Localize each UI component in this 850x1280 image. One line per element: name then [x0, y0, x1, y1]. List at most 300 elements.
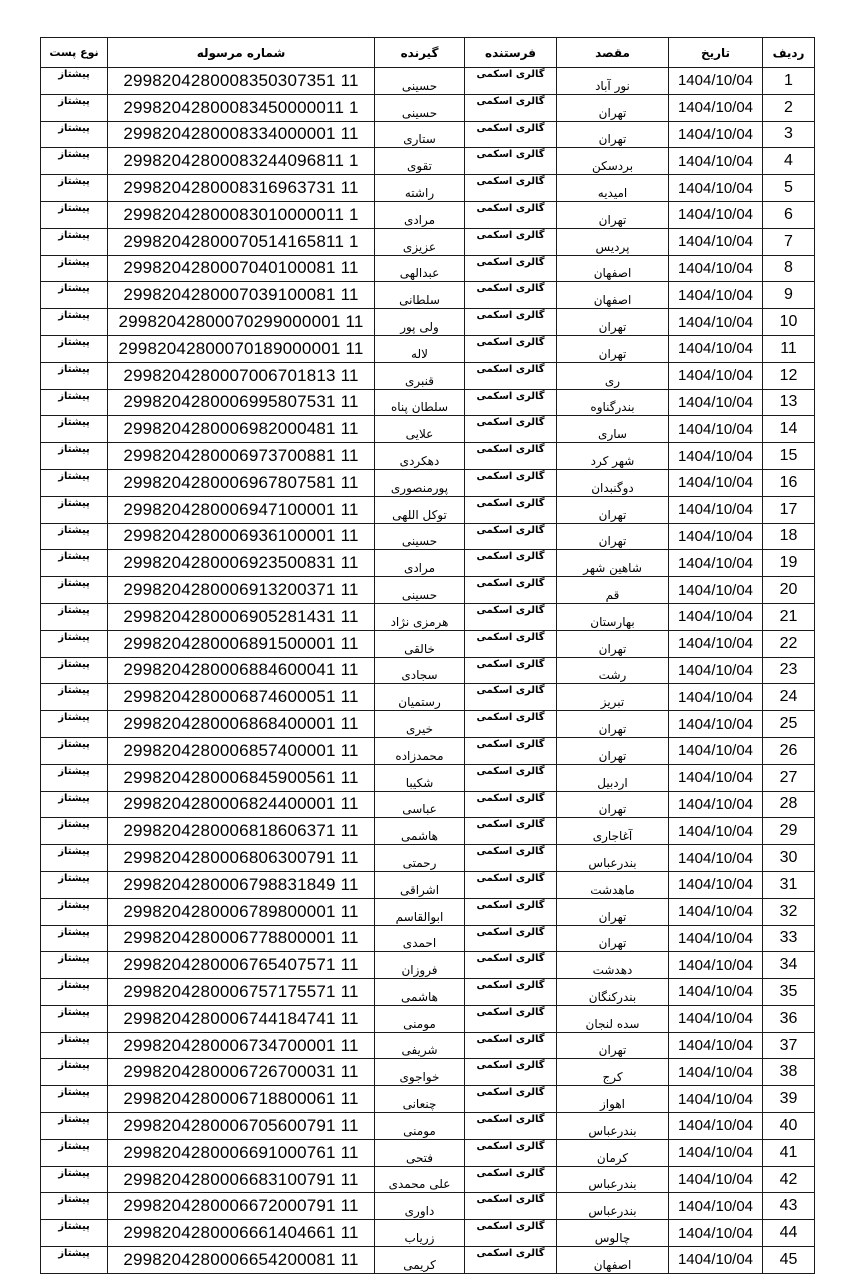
sender-cell: گالری اسکمی — [465, 1059, 557, 1086]
tracking-number-cell: 29982042800070299000001 11 — [108, 309, 375, 336]
table-row — [41, 791, 815, 818]
sender-cell: گالری اسکمی — [465, 603, 557, 630]
destination-cell: تبریز — [557, 684, 669, 711]
tracking-number-cell: 29982042800070514165811 1 — [108, 228, 375, 255]
destination-cell: شاهین شهر — [557, 550, 669, 577]
table-row — [41, 952, 815, 979]
date-cell: 1404/10/04 — [669, 228, 763, 255]
table-row — [41, 523, 815, 550]
post-type-cell: پیشتاز — [41, 228, 108, 255]
tracking-number-cell: 29982042800083450000011 1 — [108, 94, 375, 121]
post-type-cell: پیشتاز — [41, 577, 108, 604]
date-cell: 1404/10/04 — [669, 282, 763, 309]
row-number-cell: 5 — [763, 175, 815, 202]
tracking-number-cell: 2998204280006995807531 11 — [108, 389, 375, 416]
receiver-cell: شریفی — [375, 1032, 465, 1059]
date-cell: 1404/10/04 — [669, 952, 763, 979]
sender-cell: گالری اسکمی — [465, 1032, 557, 1059]
receiver-cell: توکل اللهی — [375, 496, 465, 523]
tracking-number-cell: 2998204280006765407571 11 — [108, 952, 375, 979]
destination-cell: رشت — [557, 657, 669, 684]
receiver-cell: مرادی — [375, 550, 465, 577]
receiver-cell: خالقی — [375, 630, 465, 657]
table-row — [41, 711, 815, 738]
sender-cell: گالری اسکمی — [465, 1005, 557, 1032]
destination-cell: بردسکن — [557, 148, 669, 175]
receiver-cell: خواجوی — [375, 1059, 465, 1086]
table-row — [41, 603, 815, 630]
row-number-cell: 10 — [763, 309, 815, 336]
tracking-number-cell: 2998204280006744184741 11 — [108, 1005, 375, 1032]
date-cell: 1404/10/04 — [669, 1059, 763, 1086]
date-cell: 1404/10/04 — [669, 148, 763, 175]
row-number-cell: 25 — [763, 711, 815, 738]
receiver-cell: عزیزی — [375, 228, 465, 255]
post-type-cell: پیشتاز — [41, 309, 108, 336]
receiver-cell: دهکردی — [375, 443, 465, 470]
row-number-cell: 43 — [763, 1193, 815, 1220]
table-row — [41, 68, 815, 95]
table-row — [41, 1086, 815, 1113]
date-cell: 1404/10/04 — [669, 68, 763, 95]
shipment-sheet — [40, 37, 814, 1274]
row-number-cell: 14 — [763, 416, 815, 443]
destination-cell: تهران — [557, 791, 669, 818]
sender-cell: گالری اسکمی — [465, 979, 557, 1006]
tracking-number-cell: 2998204280008334000001 11 — [108, 121, 375, 148]
destination-cell: اصفهان — [557, 1247, 669, 1274]
date-cell: 1404/10/04 — [669, 1220, 763, 1247]
row-number-cell: 17 — [763, 496, 815, 523]
tracking-number-cell: 2998204280006789800001 11 — [108, 898, 375, 925]
row-number-cell: 23 — [763, 657, 815, 684]
table-row — [41, 309, 815, 336]
shipment-table — [40, 37, 815, 1274]
receiver-cell: ولی پور — [375, 309, 465, 336]
destination-cell: بندرعباس — [557, 1113, 669, 1140]
table-row — [41, 1059, 815, 1086]
sender-cell: گالری اسکمی — [465, 657, 557, 684]
row-number-cell: 32 — [763, 898, 815, 925]
sender-cell: گالری اسکمی — [465, 282, 557, 309]
date-cell: 1404/10/04 — [669, 737, 763, 764]
table-row — [41, 979, 815, 1006]
tracking-number-cell: 29982042800070189000001 11 — [108, 335, 375, 362]
post-type-cell: پیشتاز — [41, 818, 108, 845]
destination-cell: تهران — [557, 711, 669, 738]
sender-cell: گالری اسکمی — [465, 228, 557, 255]
receiver-cell: هاشمی — [375, 818, 465, 845]
destination-cell: اصفهان — [557, 255, 669, 282]
destination-cell: تهران — [557, 309, 669, 336]
post-type-cell: پیشتاز — [41, 1032, 108, 1059]
tracking-number-cell: 2998204280006726700031 11 — [108, 1059, 375, 1086]
date-cell: 1404/10/04 — [669, 335, 763, 362]
post-type-cell: پیشتاز — [41, 737, 108, 764]
tracking-number-cell: 2998204280007006701813 11 — [108, 362, 375, 389]
destination-cell: کرمان — [557, 1139, 669, 1166]
date-cell: 1404/10/04 — [669, 94, 763, 121]
receiver-cell: مرادی — [375, 201, 465, 228]
tracking-number-cell: 2998204280006947100001 11 — [108, 496, 375, 523]
post-type-cell: پیشتاز — [41, 1247, 108, 1274]
sender-cell: گالری اسکمی — [465, 791, 557, 818]
date-cell: 1404/10/04 — [669, 818, 763, 845]
date-cell: 1404/10/04 — [669, 925, 763, 952]
row-number-cell: 2 — [763, 94, 815, 121]
receiver-cell: رستمیان — [375, 684, 465, 711]
post-type-cell: پیشتاز — [41, 925, 108, 952]
table-row — [41, 925, 815, 952]
tracking-number-cell: 2998204280006661404661 11 — [108, 1220, 375, 1247]
post-type-cell: پیشتاز — [41, 1220, 108, 1247]
table-row — [41, 845, 815, 872]
row-number-cell: 12 — [763, 362, 815, 389]
table-row — [41, 201, 815, 228]
destination-cell: کرج — [557, 1059, 669, 1086]
sender-cell: گالری اسکمی — [465, 1193, 557, 1220]
tracking-number-cell: 2998204280006845900561 11 — [108, 764, 375, 791]
row-number-cell: 26 — [763, 737, 815, 764]
table-row — [41, 416, 815, 443]
row-number-cell: 28 — [763, 791, 815, 818]
date-cell: 1404/10/04 — [669, 711, 763, 738]
receiver-cell: قنبری — [375, 362, 465, 389]
table-row — [41, 898, 815, 925]
tracking-number-cell: 2998204280006798831849 11 — [108, 871, 375, 898]
destination-cell: تهران — [557, 94, 669, 121]
sender-cell: گالری اسکمی — [465, 469, 557, 496]
sender-cell: گالری اسکمی — [465, 416, 557, 443]
destination-cell: تهران — [557, 898, 669, 925]
date-cell: 1404/10/04 — [669, 1193, 763, 1220]
sender-cell: گالری اسکمی — [465, 523, 557, 550]
tracking-number-cell: 2998204280006705600791 11 — [108, 1113, 375, 1140]
table-row — [41, 1166, 815, 1193]
date-cell: 1404/10/04 — [669, 845, 763, 872]
row-number-cell: 27 — [763, 764, 815, 791]
post-type-cell: پیشتاز — [41, 68, 108, 95]
date-cell: 1404/10/04 — [669, 684, 763, 711]
receiver-cell: چنعانی — [375, 1086, 465, 1113]
sender-cell: گالری اسکمی — [465, 443, 557, 470]
row-number-cell: 44 — [763, 1220, 815, 1247]
post-type-cell: پیشتاز — [41, 416, 108, 443]
sender-cell: گالری اسکمی — [465, 577, 557, 604]
table-row — [41, 228, 815, 255]
table-row — [41, 657, 815, 684]
row-number-cell: 36 — [763, 1005, 815, 1032]
receiver-cell: هاشمی — [375, 979, 465, 1006]
post-type-cell: پیشتاز — [41, 1193, 108, 1220]
row-number-cell: 18 — [763, 523, 815, 550]
destination-cell: امیدیه — [557, 175, 669, 202]
row-number-cell: 13 — [763, 389, 815, 416]
post-type-cell: پیشتاز — [41, 684, 108, 711]
post-type-cell: پیشتاز — [41, 175, 108, 202]
post-type-cell: پیشتاز — [41, 871, 108, 898]
row-number-cell: 33 — [763, 925, 815, 952]
header-receiver: گیرنده — [375, 38, 465, 68]
post-type-cell: پیشتاز — [41, 443, 108, 470]
sender-cell: گالری اسکمی — [465, 1166, 557, 1193]
post-type-cell: پیشتاز — [41, 952, 108, 979]
receiver-cell: لاله — [375, 335, 465, 362]
tracking-number-cell: 2998204280006757175571 11 — [108, 979, 375, 1006]
post-type-cell: پیشتاز — [41, 1113, 108, 1140]
sender-cell: گالری اسکمی — [465, 764, 557, 791]
tracking-number-cell: 2998204280006913200371 11 — [108, 577, 375, 604]
post-type-cell: پیشتاز — [41, 657, 108, 684]
table-row — [41, 550, 815, 577]
receiver-cell: مومنی — [375, 1005, 465, 1032]
table-row — [41, 469, 815, 496]
date-cell: 1404/10/04 — [669, 1113, 763, 1140]
row-number-cell: 20 — [763, 577, 815, 604]
tracking-number-cell: 2998204280006683100791 11 — [108, 1166, 375, 1193]
tracking-number-cell: 2998204280008316963731 11 — [108, 175, 375, 202]
post-type-cell: پیشتاز — [41, 335, 108, 362]
row-number-cell: 40 — [763, 1113, 815, 1140]
sender-cell: گالری اسکمی — [465, 309, 557, 336]
receiver-cell: هرمزی نژاد — [375, 603, 465, 630]
date-cell: 1404/10/04 — [669, 121, 763, 148]
sender-cell: گالری اسکمی — [465, 1113, 557, 1140]
date-cell: 1404/10/04 — [669, 201, 763, 228]
row-number-cell: 19 — [763, 550, 815, 577]
tracking-number-cell: 2998204280006806300791 11 — [108, 845, 375, 872]
sender-cell: گالری اسکمی — [465, 1139, 557, 1166]
table-row — [41, 764, 815, 791]
row-number-cell: 7 — [763, 228, 815, 255]
post-type-cell: پیشتاز — [41, 898, 108, 925]
sender-cell: گالری اسکمی — [465, 711, 557, 738]
sender-cell: گالری اسکمی — [465, 94, 557, 121]
post-type-cell: پیشتاز — [41, 791, 108, 818]
tracking-number-cell: 2998204280006654200081 11 — [108, 1247, 375, 1274]
date-cell: 1404/10/04 — [669, 657, 763, 684]
post-type-cell: پیشتاز — [41, 1005, 108, 1032]
destination-cell: بندرعباس — [557, 845, 669, 872]
row-number-cell: 15 — [763, 443, 815, 470]
table-row — [41, 389, 815, 416]
receiver-cell: ستاری — [375, 121, 465, 148]
tracking-number-cell: 2998204280006982000481 11 — [108, 416, 375, 443]
receiver-cell: عبدالهی — [375, 255, 465, 282]
table-row — [41, 335, 815, 362]
destination-cell: سده لنجان — [557, 1005, 669, 1032]
date-cell: 1404/10/04 — [669, 791, 763, 818]
receiver-cell: علایی — [375, 416, 465, 443]
date-cell: 1404/10/04 — [669, 764, 763, 791]
row-number-cell: 35 — [763, 979, 815, 1006]
destination-cell: شهر کرد — [557, 443, 669, 470]
receiver-cell: پورمنصوری — [375, 469, 465, 496]
sender-cell: گالری اسکمی — [465, 898, 557, 925]
tracking-number-cell: 2998204280006857400001 11 — [108, 737, 375, 764]
row-number-cell: 34 — [763, 952, 815, 979]
post-type-cell: پیشتاز — [41, 764, 108, 791]
table-row — [41, 94, 815, 121]
row-number-cell: 30 — [763, 845, 815, 872]
sender-cell: گالری اسکمی — [465, 845, 557, 872]
table-row — [41, 577, 815, 604]
post-type-cell: پیشتاز — [41, 148, 108, 175]
row-number-cell: 22 — [763, 630, 815, 657]
sender-cell: گالری اسکمی — [465, 550, 557, 577]
post-type-cell: پیشتاز — [41, 94, 108, 121]
sender-cell: گالری اسکمی — [465, 925, 557, 952]
tracking-number-cell: 2998204280006874600051 11 — [108, 684, 375, 711]
sender-cell: گالری اسکمی — [465, 68, 557, 95]
post-type-cell: پیشتاز — [41, 845, 108, 872]
receiver-cell: راشته — [375, 175, 465, 202]
date-cell: 1404/10/04 — [669, 496, 763, 523]
receiver-cell: عباسی — [375, 791, 465, 818]
date-cell: 1404/10/04 — [669, 362, 763, 389]
row-number-cell: 1 — [763, 68, 815, 95]
row-number-cell: 45 — [763, 1247, 815, 1274]
destination-cell: نور آباد — [557, 68, 669, 95]
post-type-cell: پیشتاز — [41, 1166, 108, 1193]
receiver-cell: احمدی — [375, 925, 465, 952]
table-row — [41, 1247, 815, 1274]
header-sender: فرستنده — [465, 38, 557, 68]
post-type-cell: پیشتاز — [41, 1059, 108, 1086]
sender-cell: گالری اسکمی — [465, 175, 557, 202]
post-type-cell: پیشتاز — [41, 1139, 108, 1166]
destination-cell: تهران — [557, 496, 669, 523]
destination-cell: چالوس — [557, 1220, 669, 1247]
sender-cell: گالری اسکمی — [465, 389, 557, 416]
row-number-cell: 41 — [763, 1139, 815, 1166]
post-type-cell: پیشتاز — [41, 1086, 108, 1113]
sender-cell: گالری اسکمی — [465, 362, 557, 389]
table-row — [41, 1220, 815, 1247]
post-type-cell: پیشتاز — [41, 711, 108, 738]
destination-cell: آغاجاری — [557, 818, 669, 845]
tracking-number-cell: 2998204280008350307351 11 — [108, 68, 375, 95]
sender-cell: گالری اسکمی — [465, 335, 557, 362]
post-type-cell: پیشتاز — [41, 630, 108, 657]
destination-cell: بندرکنگان — [557, 979, 669, 1006]
date-cell: 1404/10/04 — [669, 630, 763, 657]
receiver-cell: زریاب — [375, 1220, 465, 1247]
post-type-cell: پیشتاز — [41, 121, 108, 148]
destination-cell: اهواز — [557, 1086, 669, 1113]
destination-cell: تهران — [557, 335, 669, 362]
post-type-cell: پیشتاز — [41, 979, 108, 1006]
post-type-cell: پیشتاز — [41, 496, 108, 523]
receiver-cell: ابوالقاسم — [375, 898, 465, 925]
table-body — [41, 68, 815, 1274]
destination-cell: اردبیل — [557, 764, 669, 791]
date-cell: 1404/10/04 — [669, 443, 763, 470]
date-cell: 1404/10/04 — [669, 577, 763, 604]
date-cell: 1404/10/04 — [669, 469, 763, 496]
tracking-number-cell: 2998204280006691000761 11 — [108, 1139, 375, 1166]
post-type-cell: پیشتاز — [41, 282, 108, 309]
receiver-cell: کریمی — [375, 1247, 465, 1274]
tracking-number-cell: 2998204280006884600041 11 — [108, 657, 375, 684]
table-row — [41, 1032, 815, 1059]
receiver-cell: حسینی — [375, 94, 465, 121]
date-cell: 1404/10/04 — [669, 898, 763, 925]
row-number-cell: 6 — [763, 201, 815, 228]
sender-cell: گالری اسکمی — [465, 684, 557, 711]
date-cell: 1404/10/04 — [669, 1166, 763, 1193]
receiver-cell: حسینی — [375, 68, 465, 95]
date-cell: 1404/10/04 — [669, 175, 763, 202]
post-type-cell: پیشتاز — [41, 362, 108, 389]
tracking-number-cell: 2998204280006818606371 11 — [108, 818, 375, 845]
date-cell: 1404/10/04 — [669, 1005, 763, 1032]
destination-cell: اصفهان — [557, 282, 669, 309]
receiver-cell: مومنی — [375, 1113, 465, 1140]
receiver-cell: سلطانی — [375, 282, 465, 309]
destination-cell: ماهدشت — [557, 871, 669, 898]
destination-cell: بندرعباس — [557, 1166, 669, 1193]
sender-cell: گالری اسکمی — [465, 952, 557, 979]
sender-cell: گالری اسکمی — [465, 818, 557, 845]
post-type-cell: پیشتاز — [41, 603, 108, 630]
sender-cell: گالری اسکمی — [465, 255, 557, 282]
destination-cell: تهران — [557, 925, 669, 952]
post-type-cell: پیشتاز — [41, 201, 108, 228]
receiver-cell: شکیبا — [375, 764, 465, 791]
tracking-number-cell: 2998204280006905281431 11 — [108, 603, 375, 630]
tracking-number-cell: 2998204280006778800001 11 — [108, 925, 375, 952]
table-row — [41, 871, 815, 898]
post-type-cell: پیشتاز — [41, 255, 108, 282]
receiver-cell: فروزان — [375, 952, 465, 979]
header-row-number: ردیف — [763, 38, 815, 68]
table-row — [41, 1005, 815, 1032]
table-row — [41, 175, 815, 202]
post-type-cell: پیشتاز — [41, 469, 108, 496]
row-number-cell: 11 — [763, 335, 815, 362]
tracking-number-cell: 2998204280007040100081 11 — [108, 255, 375, 282]
receiver-cell: سلطان پناه — [375, 389, 465, 416]
table-row — [41, 148, 815, 175]
table-row — [41, 1139, 815, 1166]
row-number-cell: 38 — [763, 1059, 815, 1086]
sender-cell: گالری اسکمی — [465, 737, 557, 764]
destination-cell: دوگنبدان — [557, 469, 669, 496]
row-number-cell: 4 — [763, 148, 815, 175]
sender-cell: گالری اسکمی — [465, 201, 557, 228]
destination-cell: تهران — [557, 630, 669, 657]
destination-cell: بهارستان — [557, 603, 669, 630]
receiver-cell: داوری — [375, 1193, 465, 1220]
row-number-cell: 42 — [763, 1166, 815, 1193]
date-cell: 1404/10/04 — [669, 1032, 763, 1059]
sender-cell: گالری اسکمی — [465, 871, 557, 898]
sender-cell: گالری اسکمی — [465, 148, 557, 175]
header-tracking-number: شماره مرسوله — [108, 38, 375, 68]
tracking-number-cell: 2998204280006718800061 11 — [108, 1086, 375, 1113]
destination-cell: ساری — [557, 416, 669, 443]
row-number-cell: 24 — [763, 684, 815, 711]
date-cell: 1404/10/04 — [669, 979, 763, 1006]
receiver-cell: فتحی — [375, 1139, 465, 1166]
header-row — [41, 38, 815, 68]
post-type-cell: پیشتاز — [41, 389, 108, 416]
date-cell: 1404/10/04 — [669, 523, 763, 550]
sender-cell: گالری اسکمی — [465, 1220, 557, 1247]
destination-cell: ری — [557, 362, 669, 389]
date-cell: 1404/10/04 — [669, 416, 763, 443]
